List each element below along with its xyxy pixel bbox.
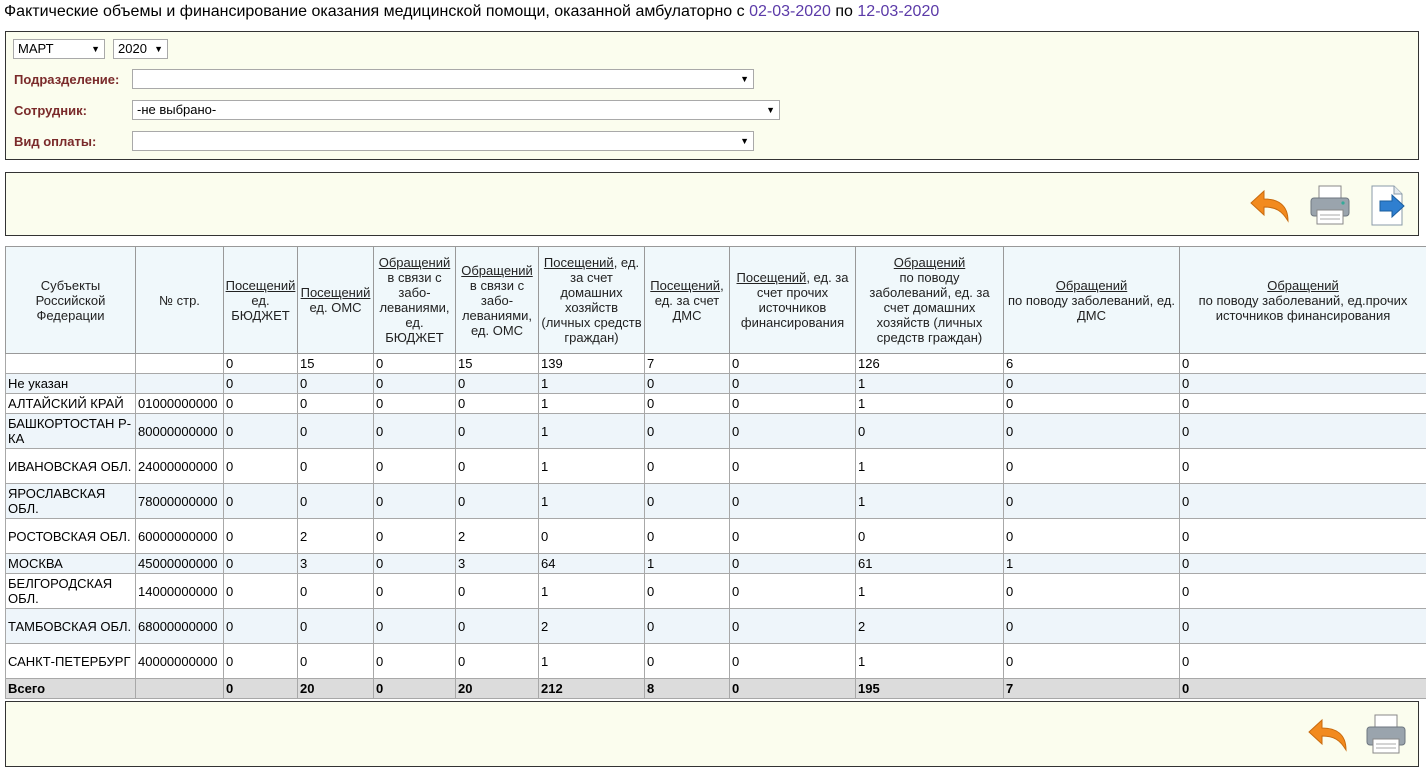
header-link[interactable]: Посещений <box>225 277 296 293</box>
header-cell: Обращений по поводу заболеваний, ед.прочих источников финансирования <box>1180 247 1426 354</box>
table-cell: 0 <box>1180 644 1426 679</box>
table-cell: 0 <box>1180 414 1426 449</box>
table-cell: 1 <box>856 394 1004 414</box>
table-cell: 0 <box>374 414 456 449</box>
print-icon[interactable] <box>1364 712 1408 756</box>
table-row <box>6 519 1426 554</box>
table-cell: 0 <box>374 374 456 394</box>
table-cell: РОСТОВСКАЯ ОБЛ. <box>6 519 136 554</box>
table-cell: 0 <box>730 484 856 519</box>
table-row <box>6 484 1426 519</box>
table-cell: 0 <box>456 394 539 414</box>
chevron-down-icon: ▼ <box>740 74 749 84</box>
table-cell: 0 <box>456 609 539 644</box>
table-cell: 0 <box>456 644 539 679</box>
table-cell: 0 <box>298 609 374 644</box>
table-cell: 0 <box>374 519 456 554</box>
table-cell: 1 <box>539 374 645 394</box>
table-cell: 0 <box>1004 374 1180 394</box>
date-from[interactable]: 02-03-2020 <box>749 3 831 20</box>
table-row <box>6 374 1426 394</box>
table-header-row <box>6 247 1426 354</box>
table-cell: 0 <box>374 449 456 484</box>
table-cell: 0 <box>298 374 374 394</box>
header-link[interactable]: Обращений <box>378 255 451 270</box>
table-cell: 0 <box>1180 354 1426 374</box>
total-cell: 0 <box>730 679 856 699</box>
table-cell: 61 <box>856 554 1004 574</box>
header-cell: Обращений по поводу заболеваний, ед. ДМС <box>1004 247 1180 354</box>
table-cell: 0 <box>730 449 856 484</box>
table-cell: 1 <box>856 574 1004 609</box>
header-cell: Субъекты Российской Федерации <box>6 247 136 354</box>
table-cell: 1 <box>856 484 1004 519</box>
bottom-toolbar <box>5 701 1419 767</box>
table-cell: 0 <box>224 554 298 574</box>
table-row <box>6 574 1426 609</box>
header-cell: Посещений ед. БЮДЖЕТ <box>224 247 298 354</box>
table-row <box>6 414 1426 449</box>
table-cell: 0 <box>374 394 456 414</box>
table-cell: 0 <box>374 554 456 574</box>
table-cell: 0 <box>1004 519 1180 554</box>
table-cell: 15 <box>456 354 539 374</box>
table-cell: 0 <box>456 574 539 609</box>
table-cell: 15 <box>298 354 374 374</box>
total-row <box>6 679 1426 699</box>
table-cell: 0 <box>645 374 730 394</box>
table-cell: 0 <box>456 449 539 484</box>
table-cell: 80000000000 <box>136 414 224 449</box>
table-cell: 139 <box>539 354 645 374</box>
employee-select[interactable] <box>132 100 780 120</box>
print-icon[interactable] <box>1308 183 1352 227</box>
table-cell: 0 <box>298 449 374 484</box>
table-row <box>6 554 1426 574</box>
payment-label: Вид оплаты: <box>14 134 97 149</box>
table-row <box>6 394 1426 414</box>
table-cell: 0 <box>730 354 856 374</box>
table-cell: 0 <box>374 484 456 519</box>
table-cell: 0 <box>730 414 856 449</box>
header-link[interactable]: Посещений <box>650 277 721 293</box>
table-cell: 45000000000 <box>136 554 224 574</box>
division-label: Подразделение: <box>14 72 120 87</box>
table-cell: 0 <box>1180 449 1426 484</box>
table-cell: 0 <box>374 644 456 679</box>
table-cell: 0 <box>1004 414 1180 449</box>
title-between: по <box>835 3 853 20</box>
table-cell: 0 <box>1004 609 1180 644</box>
table-cell: 0 <box>1180 394 1426 414</box>
table-cell: 7 <box>645 354 730 374</box>
table-cell: 1 <box>856 449 1004 484</box>
table-cell: 0 <box>374 354 456 374</box>
table-cell: 0 <box>1004 449 1180 484</box>
table-cell: 1 <box>539 644 645 679</box>
table-cell: 0 <box>645 449 730 484</box>
table-cell: 0 <box>730 574 856 609</box>
table-cell: 0 <box>374 609 456 644</box>
table-cell: 0 <box>645 644 730 679</box>
table-cell: 68000000000 <box>136 609 224 644</box>
table-cell: 0 <box>456 484 539 519</box>
page-title <box>4 3 939 21</box>
table-cell: БЕЛГОРОДСКАЯ ОБЛ. <box>6 574 136 609</box>
table-cell: 0 <box>224 574 298 609</box>
table-cell: 0 <box>1004 574 1180 609</box>
table-cell: 3 <box>298 554 374 574</box>
table-cell: 0 <box>224 644 298 679</box>
table-cell: 0 <box>730 609 856 644</box>
report-table <box>5 246 1426 699</box>
table-cell: 0 <box>224 519 298 554</box>
year-value: 2020 <box>118 41 147 56</box>
table-cell: 0 <box>224 394 298 414</box>
export-icon[interactable] <box>1366 183 1410 227</box>
header-cell: Посещений ед. ОМС <box>298 247 374 354</box>
total-cell: Всего <box>6 679 136 699</box>
table-cell: 0 <box>298 414 374 449</box>
filters-panel <box>5 31 1419 160</box>
table-cell: 60000000000 <box>136 519 224 554</box>
table-cell: 0 <box>456 374 539 394</box>
total-cell: 20 <box>298 679 374 699</box>
table-cell: 0 <box>856 519 1004 554</box>
table-cell: МОСКВА <box>6 554 136 574</box>
table-cell: 1 <box>856 644 1004 679</box>
table-cell: 0 <box>298 484 374 519</box>
header-cell: Посещений, ед. за счет прочих источников финансирования <box>730 247 856 354</box>
table-row <box>6 449 1426 484</box>
table-cell: 0 <box>730 554 856 574</box>
table-cell: 0 <box>298 644 374 679</box>
total-cell: 20 <box>456 679 539 699</box>
header-cell: Обращений в связи с забо-леваниями, ед. ОМС <box>456 247 539 354</box>
table-cell: 1 <box>539 574 645 609</box>
table-cell: 0 <box>224 354 298 374</box>
table-cell: 1 <box>645 554 730 574</box>
table-cell: ТАМБОВСКАЯ ОБЛ. <box>6 609 136 644</box>
table-cell: 2 <box>539 609 645 644</box>
total-cell: 212 <box>539 679 645 699</box>
table-cell: 0 <box>1180 574 1426 609</box>
total-cell: 7 <box>1004 679 1180 699</box>
table-cell: 0 <box>224 374 298 394</box>
total-cell <box>136 679 224 699</box>
table-cell: 14000000000 <box>136 574 224 609</box>
table-row <box>6 609 1426 644</box>
payment-select[interactable] <box>132 131 754 151</box>
table-cell: 0 <box>730 394 856 414</box>
table-cell: 2 <box>856 609 1004 644</box>
table-cell: 126 <box>856 354 1004 374</box>
chevron-down-icon: ▼ <box>154 44 163 54</box>
table-cell: 0 <box>730 374 856 394</box>
back-icon[interactable] <box>1306 712 1350 756</box>
table-row <box>6 354 1426 374</box>
table-cell <box>6 354 136 374</box>
table-cell: 0 <box>1004 394 1180 414</box>
header-cell: Обращений по поводу заболеваний, ед. за счет домашних хозяйств (личных средств граждан) <box>856 247 1004 354</box>
table-cell: 2 <box>298 519 374 554</box>
table-cell: 0 <box>456 414 539 449</box>
table-cell: 0 <box>1004 644 1180 679</box>
table-cell: 0 <box>298 574 374 609</box>
employee-label: Сотрудник: <box>14 103 87 118</box>
table-cell: 0 <box>1004 484 1180 519</box>
chevron-down-icon: ▼ <box>740 136 749 146</box>
table-cell: 0 <box>1180 484 1426 519</box>
table-row <box>6 644 1426 679</box>
table-cell: 0 <box>539 519 645 554</box>
table-cell: 0 <box>1180 609 1426 644</box>
header-link[interactable]: Посещений <box>543 255 614 270</box>
header-cell: Обращений в связи с забо-леваниями, ед. БЮДЖЕТ <box>374 247 456 354</box>
table-cell: 3 <box>456 554 539 574</box>
header-link[interactable]: Обращений <box>1267 277 1339 293</box>
total-cell: 0 <box>1180 679 1426 699</box>
division-select[interactable] <box>132 69 754 89</box>
header-cell: № стр. <box>136 247 224 354</box>
header-cell: Посещений, ед. за счет ДМС <box>645 247 730 354</box>
table-cell: Не указан <box>6 374 136 394</box>
table-cell: 0 <box>730 519 856 554</box>
table-cell: 64 <box>539 554 645 574</box>
table-cell: ЯРОСЛАВСКАЯ ОБЛ. <box>6 484 136 519</box>
table-cell: 0 <box>645 394 730 414</box>
table-cell: 0 <box>645 609 730 644</box>
table-cell: БАШКОРТОСТАН Р-КА <box>6 414 136 449</box>
total-cell: 0 <box>224 679 298 699</box>
chevron-down-icon: ▼ <box>91 44 100 54</box>
table-cell: 1 <box>539 414 645 449</box>
table-cell: 0 <box>645 484 730 519</box>
header-link[interactable]: Обращений <box>893 255 966 270</box>
table-cell: 6 <box>1004 354 1180 374</box>
table-cell: САНКТ-ПЕТЕРБУРГ <box>6 644 136 679</box>
table-cell: 0 <box>645 414 730 449</box>
table-cell: 40000000000 <box>136 644 224 679</box>
table-cell: 24000000000 <box>136 449 224 484</box>
table-cell: 0 <box>224 609 298 644</box>
table-cell: 1 <box>539 484 645 519</box>
employee-value: -не выбрано- <box>137 102 217 117</box>
table-cell: 1 <box>856 374 1004 394</box>
table-cell: АЛТАЙСКИЙ КРАЙ <box>6 394 136 414</box>
header-link[interactable]: Обращений <box>461 262 533 278</box>
month-value: МАРТ <box>18 41 54 56</box>
table-cell: 0 <box>298 394 374 414</box>
back-icon[interactable] <box>1248 183 1292 227</box>
table-cell: 0 <box>374 574 456 609</box>
total-cell: 195 <box>856 679 1004 699</box>
header-link[interactable]: Обращений <box>1055 277 1128 293</box>
table-cell: 0 <box>645 519 730 554</box>
table-cell: ИВАНОВСКАЯ ОБЛ. <box>6 449 136 484</box>
table-cell: 0 <box>730 644 856 679</box>
month-select[interactable] <box>13 39 105 59</box>
title-text: Фактические объемы и финансирование оказания медицинской помощи, оказанной амбулаторно с <box>4 3 745 20</box>
table-cell <box>136 354 224 374</box>
table-cell: 2 <box>456 519 539 554</box>
table-cell <box>136 374 224 394</box>
table-cell: 0 <box>1180 554 1426 574</box>
table-cell: 01000000000 <box>136 394 224 414</box>
table-cell: 0 <box>224 414 298 449</box>
header-cell: Посещений, ед. за счет домашних хозяйств (личных средств граждан) <box>539 247 645 354</box>
header-link[interactable]: Посещений <box>300 285 371 300</box>
date-to[interactable]: 12-03-2020 <box>857 3 940 20</box>
top-toolbar <box>5 172 1419 236</box>
table-cell: 1 <box>539 394 645 414</box>
table-cell: 0 <box>1180 519 1426 554</box>
total-cell: 0 <box>374 679 456 699</box>
table-cell: 1 <box>1004 554 1180 574</box>
year-select[interactable] <box>113 39 168 59</box>
table-cell: 0 <box>224 449 298 484</box>
table-cell: 78000000000 <box>136 484 224 519</box>
total-cell: 8 <box>645 679 730 699</box>
chevron-down-icon: ▼ <box>766 105 775 115</box>
table-cell: 0 <box>1180 374 1426 394</box>
header-link[interactable]: Посещений <box>736 270 807 285</box>
table-cell: 0 <box>856 414 1004 449</box>
table-cell: 0 <box>224 484 298 519</box>
table-cell: 1 <box>539 449 645 484</box>
table-cell: 0 <box>645 574 730 609</box>
